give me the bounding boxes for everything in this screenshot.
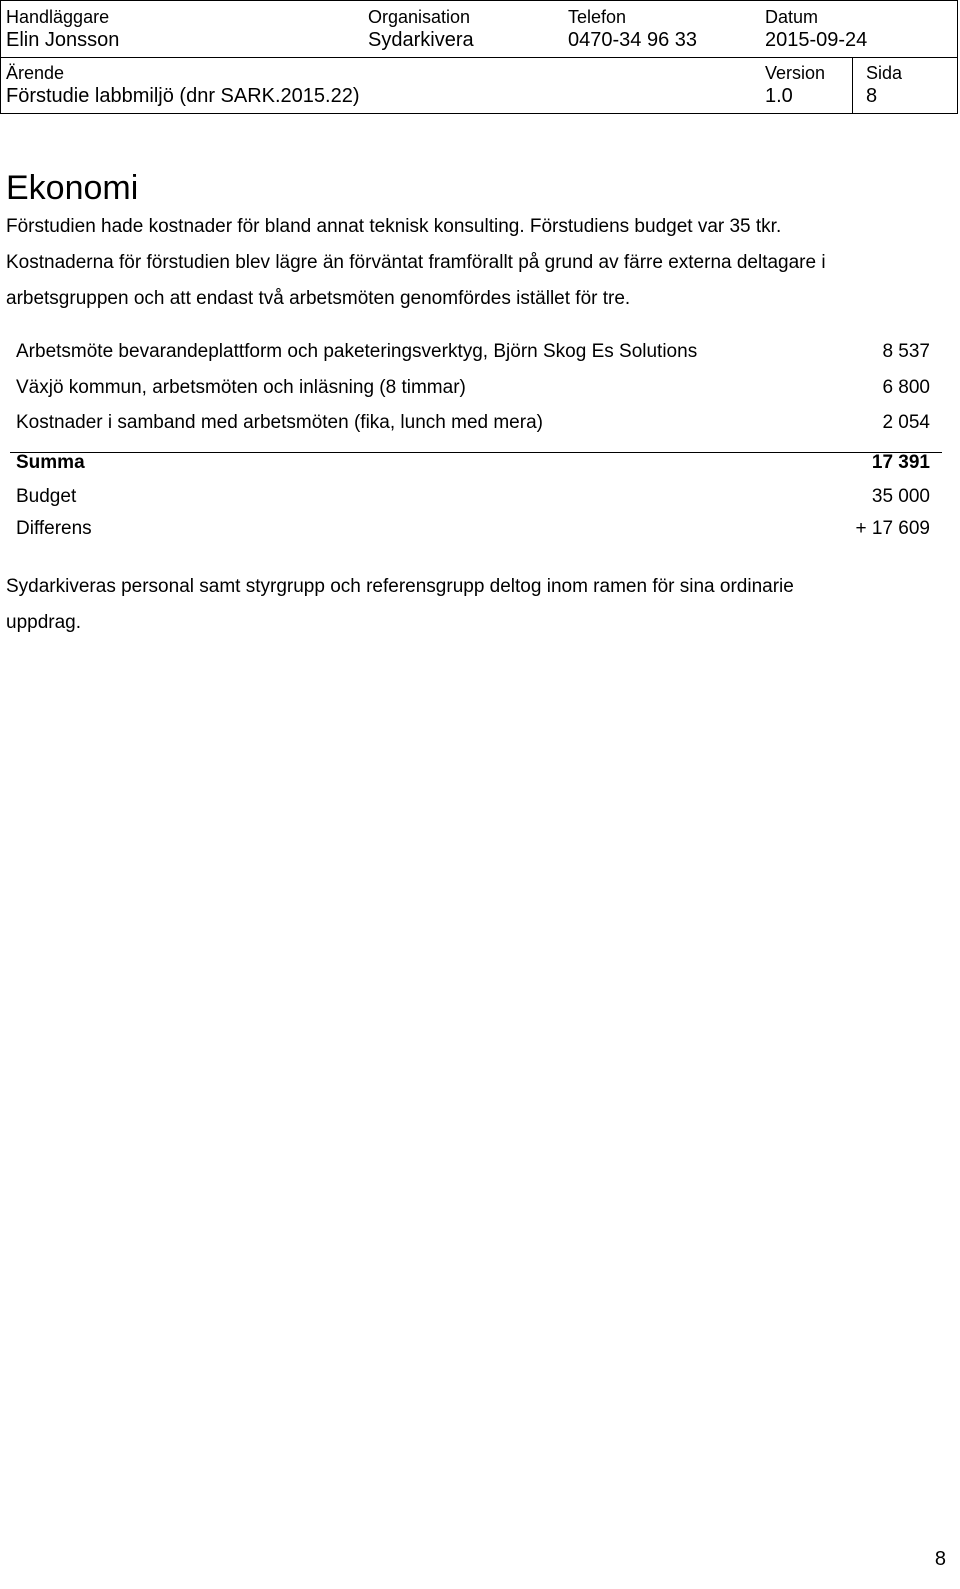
- cost-row-label: Arbetsmöte bevarandeplattform och paketeringsverktyg, Björn Skog Es Solutions: [16, 341, 698, 362]
- differens-amount: + 17 609: [855, 518, 930, 539]
- budget-amount: 35 000: [871, 486, 930, 507]
- differens-row: [16, 517, 930, 541]
- organisation-value: Sydarkivera: [368, 29, 474, 51]
- version-cell: [765, 62, 825, 108]
- datum-cell: [765, 6, 867, 52]
- closing-paragraph-line-2: uppdrag.: [6, 612, 82, 633]
- cost-row-amount: 2 054: [882, 412, 930, 433]
- cost-row-amount: 8 537: [882, 341, 930, 362]
- budget-row: [16, 485, 930, 509]
- arende-cell: [6, 62, 360, 108]
- header-border-bottom: [0, 113, 958, 114]
- arende-value: Förstudie labbmiljö (dnr SARK.2015.22): [6, 85, 360, 107]
- differens-label: Differens: [16, 518, 92, 539]
- datum-label: Datum: [765, 7, 819, 27]
- intro-paragraph-line-3: arbetsgruppen och att endast två arbetsmöten genomfördes istället för tre.: [6, 288, 631, 309]
- closing-paragraph-line-1: Sydarkiveras personal samt styrgrupp och referensgrupp deltog inom ramen för sina ordinarie: [6, 576, 794, 597]
- intro-paragraph-line-2: Kostnaderna för förstudien blev lägre än förväntat framförallt på grund av färre externa deltagare i: [6, 252, 826, 273]
- sida-label: Sida: [866, 63, 903, 83]
- page-number: 8: [934, 1548, 946, 1570]
- organisation-cell: [368, 6, 474, 52]
- summa-row: [16, 451, 930, 475]
- cost-row-label: Kostnader i samband med arbetsmöten (fika, lunch med mera): [16, 412, 543, 433]
- handlaggare-cell: [6, 6, 119, 52]
- datum-value: 2015-09-24: [765, 29, 868, 51]
- cost-row-amount: 6 800: [882, 377, 930, 398]
- sida-value: 8: [866, 85, 878, 107]
- telefon-cell: [568, 6, 697, 52]
- cost-row: [16, 340, 930, 364]
- summa-amount: 17 391: [871, 452, 930, 473]
- arende-label: Ärende: [6, 63, 65, 83]
- version-value: 1.0: [765, 85, 793, 107]
- cost-row: [16, 376, 930, 400]
- handlaggare-value: Elin Jonsson: [6, 29, 120, 51]
- summa-label: Summa: [16, 452, 85, 473]
- sida-cell: [866, 62, 902, 108]
- version-label: Version: [765, 63, 826, 83]
- cost-row-label: Växjö kommun, arbetsmöten och inläsning (8 timmar): [16, 377, 466, 398]
- header-border-top: [0, 0, 958, 1]
- cost-row: [16, 411, 930, 435]
- telefon-label: Telefon: [568, 7, 627, 27]
- header-border-right: [957, 0, 958, 114]
- header-col-divider: [852, 57, 853, 114]
- intro-paragraph-line-1: Förstudien hade kostnader för bland annat teknisk konsulting. Förstudiens budget var 35 tkr.: [6, 216, 782, 237]
- document-header: [0, 0, 958, 114]
- budget-label: Budget: [16, 486, 77, 507]
- header-border-left: [0, 0, 1, 114]
- organisation-label: Organisation: [368, 7, 471, 27]
- section-heading: Ekonomi: [6, 169, 139, 207]
- telefon-value: 0470-34 96 33: [568, 29, 698, 51]
- header-row-divider: [0, 57, 958, 58]
- handlaggare-label: Handläggare: [6, 7, 110, 27]
